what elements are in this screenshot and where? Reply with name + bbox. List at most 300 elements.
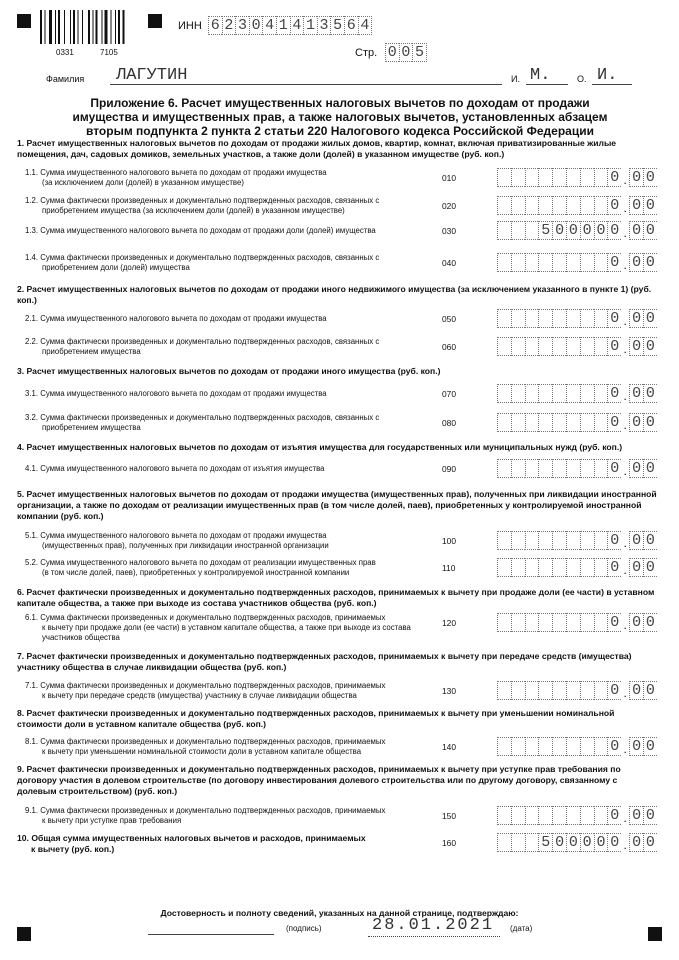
amount-rub-cell[interactable] — [566, 558, 580, 577]
row-label — [25, 196, 425, 216]
row-number: 2.1. — [25, 314, 39, 323]
amount-rub-cell[interactable]: 0 — [552, 833, 566, 852]
amount-rub-cell[interactable] — [566, 253, 580, 272]
amount-rub-cell[interactable] — [538, 737, 552, 756]
amount-rub-cell[interactable] — [525, 613, 539, 632]
amount-rub-cell[interactable] — [552, 806, 566, 825]
amount-field[interactable] — [497, 558, 657, 577]
amount-rub-cell[interactable]: 0 — [607, 737, 621, 756]
barcode-bar — [102, 10, 103, 44]
amount-rub-cell[interactable] — [525, 737, 539, 756]
amount-rub-cell[interactable] — [580, 613, 594, 632]
amount-rub-cell[interactable]: 0 — [607, 613, 621, 632]
row-text-continued: к вычету при передаче средств (имущества) участнику в случае ликвидации общества — [42, 691, 357, 700]
section-heading: 5. Расчет имущественных налоговых вычетов по доходам от продажи имущества (имущественных прав), полученных при ликвидации иностранной организации, а также по доходам от реализации имущественных прав (в том числе долей, паев), приобретенных у контролируемой иностранной компании (руб. коп.) — [17, 489, 657, 521]
digit-cell[interactable]: 0 — [399, 43, 413, 62]
amount-field[interactable] — [497, 337, 657, 356]
amount-rub-cell[interactable] — [566, 737, 580, 756]
amount-rub-cell[interactable] — [580, 337, 594, 356]
section-heading: 2. Расчет имущественных налоговых вычетов по доходам от продажи иного недвижимого имущества (за исключением указанного в пункте 1) (руб. коп.) — [17, 284, 652, 305]
amount-kop-cell[interactable]: 0 — [629, 737, 643, 756]
decimal-point: . — [623, 618, 627, 632]
amount-rub-cell[interactable] — [497, 413, 511, 432]
digit-cell[interactable]: 6 — [208, 16, 222, 35]
amount-rub-cell[interactable] — [594, 196, 608, 215]
amount-rub-cell[interactable] — [538, 806, 552, 825]
amount-kop-cells[interactable] — [629, 806, 657, 825]
row-label — [25, 613, 425, 643]
amount-kop-cells[interactable] — [629, 833, 657, 852]
amount-kop-cell[interactable]: 0 — [643, 558, 657, 577]
amount-rub-cell[interactable] — [511, 384, 525, 403]
barcode-bar — [111, 10, 112, 44]
row-text-continued: приобретением доли (долей) имущества — [42, 263, 190, 272]
barcode-bar — [88, 10, 90, 44]
row-label — [25, 464, 425, 474]
amount-rub-cell[interactable]: 0 — [607, 384, 621, 403]
amount-rub-cell[interactable] — [552, 384, 566, 403]
date-value[interactable]: 28.01.2021 — [372, 916, 495, 935]
amount-rub-cell[interactable] — [497, 558, 511, 577]
amount-rub-cell[interactable] — [580, 806, 594, 825]
amount-kop-cell[interactable]: 0 — [629, 833, 643, 852]
amount-rub-cell[interactable] — [497, 737, 511, 756]
amount-kop-cell[interactable]: 0 — [629, 221, 643, 240]
amount-rub-cell[interactable] — [511, 221, 525, 240]
amount-rub-cell[interactable] — [511, 459, 525, 478]
digit-cell[interactable]: 4 — [290, 16, 304, 35]
amount-kop-cell[interactable]: 0 — [643, 531, 657, 550]
amount-rub-cell[interactable] — [594, 737, 608, 756]
amount-field[interactable] — [497, 681, 657, 700]
amount-rub-cell[interactable]: 0 — [607, 196, 621, 215]
amount-rub-cell[interactable] — [552, 737, 566, 756]
row-text: Сумма фактически произведенных и документально подтвержденных расходов, принимаемых — [40, 613, 386, 622]
amount-rub-cell[interactable] — [580, 309, 594, 328]
amount-rub-cell[interactable] — [594, 384, 608, 403]
amount-rub-cell[interactable] — [538, 168, 552, 187]
amount-rub-cell[interactable] — [594, 531, 608, 550]
amount-rub-cell[interactable]: 0 — [566, 221, 580, 240]
amount-rub-cell[interactable] — [594, 253, 608, 272]
initial-i-label: И. — [511, 74, 520, 84]
decimal-point: . — [623, 342, 627, 356]
digit-cell[interactable]: 4 — [262, 16, 276, 35]
amount-rub-cell[interactable] — [497, 309, 511, 328]
amount-rub-cell[interactable] — [580, 531, 594, 550]
amount-rub-cell[interactable]: 0 — [594, 833, 608, 852]
amount-rub-cell[interactable]: 5 — [538, 833, 552, 852]
amount-kop-cell[interactable]: 0 — [629, 337, 643, 356]
amount-rub-cell[interactable] — [552, 168, 566, 187]
amount-rub-cell[interactable] — [497, 459, 511, 478]
amount-rub-cell[interactable] — [497, 806, 511, 825]
barcode-bar — [55, 10, 56, 44]
amount-rub-cell[interactable]: 0 — [552, 221, 566, 240]
amount-rub-cell[interactable] — [525, 459, 539, 478]
corner-marker-top-mid — [148, 14, 162, 28]
amount-rub-cell[interactable]: 0 — [607, 221, 621, 240]
amount-kop-cell[interactable]: 0 — [643, 309, 657, 328]
page-number-field[interactable] — [385, 43, 427, 62]
amount-rub-cell[interactable] — [511, 337, 525, 356]
decimal-point: . — [623, 314, 627, 328]
amount-rub-cell[interactable] — [580, 253, 594, 272]
amount-rub-cell[interactable] — [538, 337, 552, 356]
line-code: 160 — [442, 838, 456, 848]
amount-rub-cell[interactable] — [580, 737, 594, 756]
amount-rub-cell[interactable] — [497, 613, 511, 632]
amount-rub-cell[interactable] — [511, 413, 525, 432]
amount-rub-cell[interactable]: 0 — [607, 806, 621, 825]
amount-rub-cell[interactable] — [538, 384, 552, 403]
amount-kop-cells[interactable] — [629, 196, 657, 215]
amount-rub-cell[interactable]: 0 — [607, 309, 621, 328]
row-label — [25, 806, 425, 826]
barcode-bar — [45, 10, 46, 44]
amount-kop-cell[interactable]: 0 — [643, 833, 657, 852]
date-label: (дата) — [510, 924, 533, 933]
initial-i-value[interactable]: М. — [530, 66, 551, 85]
amount-rub-cell[interactable] — [594, 459, 608, 478]
amount-rub-cell[interactable] — [594, 681, 608, 700]
amount-kop-cell[interactable]: 0 — [629, 309, 643, 328]
amount-kop-cells[interactable] — [629, 531, 657, 550]
amount-kop-cell[interactable]: 0 — [629, 253, 643, 272]
amount-rub-cell[interactable] — [497, 168, 511, 187]
amount-rub-cell[interactable]: 0 — [607, 833, 621, 852]
amount-kop-cell[interactable]: 0 — [629, 196, 643, 215]
amount-rub-cell[interactable] — [511, 168, 525, 187]
signature-line[interactable] — [148, 934, 274, 935]
amount-rub-cell[interactable] — [511, 681, 525, 700]
amount-field[interactable] — [497, 309, 657, 328]
amount-rub-cell[interactable] — [552, 337, 566, 356]
line-code: 060 — [442, 342, 456, 352]
amount-kop-cell[interactable]: 0 — [643, 384, 657, 403]
digit-cell[interactable]: 3 — [235, 16, 249, 35]
digit-cell[interactable]: 5 — [412, 43, 427, 62]
amount-rub-cell[interactable] — [497, 221, 511, 240]
amount-rub-cell[interactable] — [525, 221, 539, 240]
amount-kop-cell[interactable]: 0 — [643, 168, 657, 187]
amount-rub-cell[interactable] — [525, 196, 539, 215]
amount-rub-cell[interactable]: 0 — [580, 833, 594, 852]
amount-rub-cell[interactable] — [497, 196, 511, 215]
row-number: 4.1. — [25, 464, 39, 473]
amount-field[interactable] — [497, 413, 657, 432]
amount-rub-cell[interactable] — [538, 309, 552, 328]
amount-rub-cell[interactable]: 0 — [607, 253, 621, 272]
line-code: 120 — [442, 618, 456, 628]
digit-cell[interactable]: 2 — [222, 16, 236, 35]
surname-underline — [110, 84, 502, 85]
amount-field[interactable] — [497, 737, 657, 756]
digit-cell[interactable]: 4 — [358, 16, 373, 35]
barcode-bar — [64, 10, 65, 44]
amount-rub-cell[interactable]: 0 — [607, 459, 621, 478]
amount-field[interactable] — [497, 531, 657, 550]
confirmation-text: Достоверность и полноту сведений, указанных на данной странице, подтверждаю: — [160, 908, 519, 918]
amount-rub-cell[interactable] — [511, 737, 525, 756]
amount-rub-cell[interactable] — [511, 806, 525, 825]
amount-rub-cell[interactable] — [538, 531, 552, 550]
initial-o-value[interactable]: И. — [597, 66, 618, 85]
amount-rub-cell[interactable] — [594, 337, 608, 356]
amount-rub-cell[interactable]: 0 — [607, 168, 621, 187]
digit-cell[interactable]: 0 — [249, 16, 263, 35]
amount-rub-cell[interactable] — [552, 413, 566, 432]
amount-kop-cell[interactable]: 0 — [643, 681, 657, 700]
digit-cell[interactable]: 6 — [344, 16, 358, 35]
row-text: Сумма имущественного налогового вычета по доходам от продажи имущества — [40, 389, 327, 398]
amount-rub-cell[interactable] — [580, 413, 594, 432]
amount-rub-cell[interactable] — [538, 613, 552, 632]
amount-kop-cells[interactable] — [629, 168, 657, 187]
row-text-continued: приобретением имущества — [42, 347, 141, 356]
decimal-point: . — [623, 418, 627, 432]
amount-field[interactable] — [497, 168, 657, 187]
row-number: 1.1. — [25, 168, 39, 177]
amount-rub-cell[interactable] — [580, 168, 594, 187]
amount-rub-cell[interactable] — [566, 337, 580, 356]
amount-rub-cell[interactable] — [552, 459, 566, 478]
inn-label: ИНН — [178, 20, 202, 32]
amount-rub-cell[interactable] — [566, 168, 580, 187]
row-label — [25, 389, 425, 399]
amount-rub-cell[interactable] — [511, 531, 525, 550]
amount-kop-cell[interactable]: 0 — [629, 558, 643, 577]
amount-rub-cell[interactable] — [525, 309, 539, 328]
amount-rub-cell[interactable] — [552, 253, 566, 272]
row-text-continued: к вычету при продаже доли (ее части) в уставном капитале общества, а также при выходе из состава участников общества — [42, 623, 411, 642]
inn-field[interactable] — [208, 16, 372, 35]
total-heading-text: 10. Общая сумма имущественных налоговых вычетов и расходов, принимаемых — [17, 833, 366, 843]
amount-kop-cell[interactable]: 0 — [629, 459, 643, 478]
section-heading: 3. Расчет имущественных налоговых вычетов по доходам от продажи иного имущества (руб. коп.) — [17, 366, 441, 376]
amount-kop-cell[interactable]: 0 — [629, 168, 643, 187]
amount-rub-cell[interactable] — [566, 681, 580, 700]
amount-rub-cell[interactable] — [511, 833, 525, 852]
amount-rub-cell[interactable] — [552, 681, 566, 700]
amount-rub-cell[interactable]: 0 — [594, 221, 608, 240]
amount-rub-cell[interactable]: 0 — [607, 413, 621, 432]
line-code: 070 — [442, 389, 456, 399]
amount-kop-cell[interactable]: 0 — [629, 413, 643, 432]
amount-kop-cell[interactable]: 0 — [629, 613, 643, 632]
amount-kop-cell[interactable]: 0 — [629, 806, 643, 825]
amount-kop-cells[interactable] — [629, 413, 657, 432]
amount-rub-cell[interactable] — [566, 459, 580, 478]
barcode-bar — [93, 10, 94, 44]
amount-rub-cell[interactable] — [525, 168, 539, 187]
amount-rub-cell[interactable] — [525, 413, 539, 432]
line-code: 020 — [442, 201, 456, 211]
amount-rub-cell[interactable] — [566, 384, 580, 403]
line-code: 100 — [442, 536, 456, 546]
barcode-bar — [73, 10, 75, 44]
amount-rub-cell[interactable]: 0 — [566, 833, 580, 852]
amount-field[interactable] — [497, 806, 657, 825]
amount-kop-cells[interactable] — [629, 221, 657, 240]
amount-kop-cell[interactable]: 0 — [643, 413, 657, 432]
amount-kop-cells[interactable] — [629, 681, 657, 700]
amount-rub-cell[interactable]: 0 — [580, 221, 594, 240]
amount-kop-cell[interactable]: 0 — [643, 737, 657, 756]
amount-rub-cell[interactable] — [497, 681, 511, 700]
amount-rub-cell[interactable] — [552, 309, 566, 328]
amount-rub-cell[interactable] — [525, 531, 539, 550]
amount-rub-cell[interactable] — [511, 309, 525, 328]
amount-rub-cell[interactable] — [497, 384, 511, 403]
decimal-point: . — [623, 742, 627, 756]
amount-rub-cell[interactable] — [566, 531, 580, 550]
amount-field[interactable] — [497, 221, 657, 240]
surname-label: Фамилия — [46, 74, 85, 84]
amount-rub-cell[interactable] — [538, 253, 552, 272]
amount-rub-cell[interactable] — [566, 613, 580, 632]
amount-rub-cell[interactable] — [580, 558, 594, 577]
amount-rub-cell[interactable] — [511, 196, 525, 215]
amount-kop-cell[interactable]: 0 — [643, 221, 657, 240]
amount-kop-cells[interactable] — [629, 253, 657, 272]
amount-rub-cell[interactable] — [525, 337, 539, 356]
row-text: Сумма имущественного налогового вычета по доходам от продажи имущества — [40, 314, 327, 323]
amount-kop-cell[interactable]: 0 — [643, 253, 657, 272]
digit-cell[interactable]: 1 — [303, 16, 317, 35]
amount-kop-cells[interactable] — [629, 459, 657, 478]
amount-rub-cell[interactable] — [525, 806, 539, 825]
amount-kop-cells[interactable] — [629, 337, 657, 356]
amount-rub-cell[interactable] — [525, 253, 539, 272]
digit-cell[interactable]: 5 — [330, 16, 344, 35]
surname-value[interactable]: ЛАГУТИН — [116, 66, 188, 85]
row-number: 3.1. — [25, 389, 39, 398]
amount-rub-cell[interactable] — [566, 196, 580, 215]
amount-kop-cells[interactable] — [629, 309, 657, 328]
amount-rub-cell[interactable] — [525, 558, 539, 577]
digit-cell[interactable]: 1 — [276, 16, 290, 35]
barcode-bar — [96, 10, 98, 44]
amount-rub-cell[interactable] — [538, 558, 552, 577]
amount-rub-cell[interactable] — [497, 337, 511, 356]
amount-field[interactable] — [497, 459, 657, 478]
amount-rub-cell[interactable] — [511, 253, 525, 272]
row-text: Сумма фактически произведенных и документально подтвержденных расходов, связанных с — [40, 337, 380, 346]
amount-kop-cell[interactable]: 0 — [629, 384, 643, 403]
row-label — [25, 314, 425, 324]
amount-rub-cell[interactable] — [594, 309, 608, 328]
amount-rub-cell[interactable]: 5 — [538, 221, 552, 240]
amount-kop-cells[interactable] — [629, 613, 657, 632]
digit-cell[interactable]: 3 — [317, 16, 331, 35]
amount-rub-cell[interactable] — [552, 613, 566, 632]
amount-rub-cell[interactable]: 0 — [607, 531, 621, 550]
amount-field[interactable] — [497, 613, 657, 632]
amount-rub-cell[interactable] — [594, 168, 608, 187]
amount-rub-cell[interactable] — [497, 531, 511, 550]
amount-rub-cell[interactable] — [594, 558, 608, 577]
barcode-bar — [78, 10, 79, 44]
row-label — [25, 531, 425, 551]
amount-rub-cell[interactable] — [525, 681, 539, 700]
amount-field[interactable] — [497, 833, 657, 852]
amount-kop-cell[interactable]: 0 — [629, 681, 643, 700]
amount-rub-cell[interactable] — [552, 531, 566, 550]
amount-rub-cell[interactable]: 0 — [607, 681, 621, 700]
row-label — [25, 558, 425, 578]
row-text: Сумма имущественного налогового вычета по доходам от продажи имущества — [40, 168, 327, 177]
amount-kop-cell[interactable]: 0 — [643, 337, 657, 356]
amount-field[interactable] — [497, 253, 657, 272]
amount-rub-cell[interactable] — [566, 413, 580, 432]
amount-rub-cell[interactable] — [552, 196, 566, 215]
amount-rub-cell[interactable] — [594, 806, 608, 825]
amount-rub-cell[interactable] — [497, 833, 511, 852]
amount-rub-cell[interactable] — [538, 459, 552, 478]
amount-rub-cell[interactable] — [580, 681, 594, 700]
page-title: Приложение 6. Расчет имущественных налоговых вычетов по доходам от продажи имущества и имущественных прав, а также налоговых вычетов, установленных абзацем вторым подпункта 2 пункта 2 статьи 220 Налогового кодекса Российской Федерации — [72, 96, 608, 138]
row-text: Сумма имущественного налогового вычета по доходам от продажи имущества — [40, 531, 327, 540]
amount-rub-cell[interactable] — [566, 309, 580, 328]
amount-field[interactable] — [497, 384, 657, 403]
line-code: 110 — [442, 563, 456, 573]
amount-kop-cell[interactable]: 0 — [643, 613, 657, 632]
amount-rub-cell[interactable] — [538, 681, 552, 700]
amount-kop-cell[interactable]: 0 — [629, 531, 643, 550]
line-code: 080 — [442, 418, 456, 428]
amount-rub-cell[interactable] — [538, 413, 552, 432]
amount-rub-cell[interactable] — [497, 253, 511, 272]
decimal-point: . — [623, 226, 627, 240]
line-code: 050 — [442, 314, 456, 324]
section-heading: 7. Расчет фактически произведенных и документально подтвержденных расходов, принимаемых к вычету при передаче средств (имущества) участнику общества в случае ликвидации общества (руб. коп.) — [17, 651, 632, 672]
digit-cell[interactable]: 0 — [385, 43, 399, 62]
amount-rub-cell[interactable]: 0 — [607, 337, 621, 356]
row-label — [25, 737, 425, 757]
amount-kop-cells[interactable] — [629, 384, 657, 403]
amount-rub-cell[interactable] — [525, 384, 539, 403]
amount-rub-cell[interactable] — [580, 196, 594, 215]
row-number: 3.2. — [25, 413, 39, 422]
decimal-point: . — [623, 838, 627, 852]
decimal-point: . — [623, 173, 627, 187]
amount-rub-cell[interactable] — [580, 459, 594, 478]
amount-rub-cell[interactable] — [552, 558, 566, 577]
amount-kop-cells[interactable] — [629, 558, 657, 577]
amount-kop-cells[interactable] — [629, 737, 657, 756]
amount-rub-cell[interactable] — [566, 806, 580, 825]
amount-rub-cell[interactable] — [594, 413, 608, 432]
barcode-bar — [123, 10, 125, 44]
amount-kop-cell[interactable]: 0 — [643, 806, 657, 825]
amount-field[interactable] — [497, 196, 657, 215]
line-code: 140 — [442, 742, 456, 752]
amount-rub-cell[interactable]: 0 — [607, 558, 621, 577]
row-text: Сумма фактически произведенных и документально подтвержденных расходов, связанных с — [40, 196, 380, 205]
amount-rub-cell[interactable] — [511, 613, 525, 632]
amount-kop-cell[interactable]: 0 — [643, 196, 657, 215]
line-code: 030 — [442, 226, 456, 236]
amount-kop-cell[interactable]: 0 — [643, 459, 657, 478]
amount-rub-cell[interactable] — [525, 833, 539, 852]
amount-rub-cell[interactable] — [594, 613, 608, 632]
amount-rub-cell[interactable] — [580, 384, 594, 403]
barcode-bar — [105, 10, 108, 44]
amount-rub-cell[interactable] — [538, 196, 552, 215]
row-number: 1.3. — [25, 226, 39, 235]
amount-rub-cell[interactable] — [511, 558, 525, 577]
